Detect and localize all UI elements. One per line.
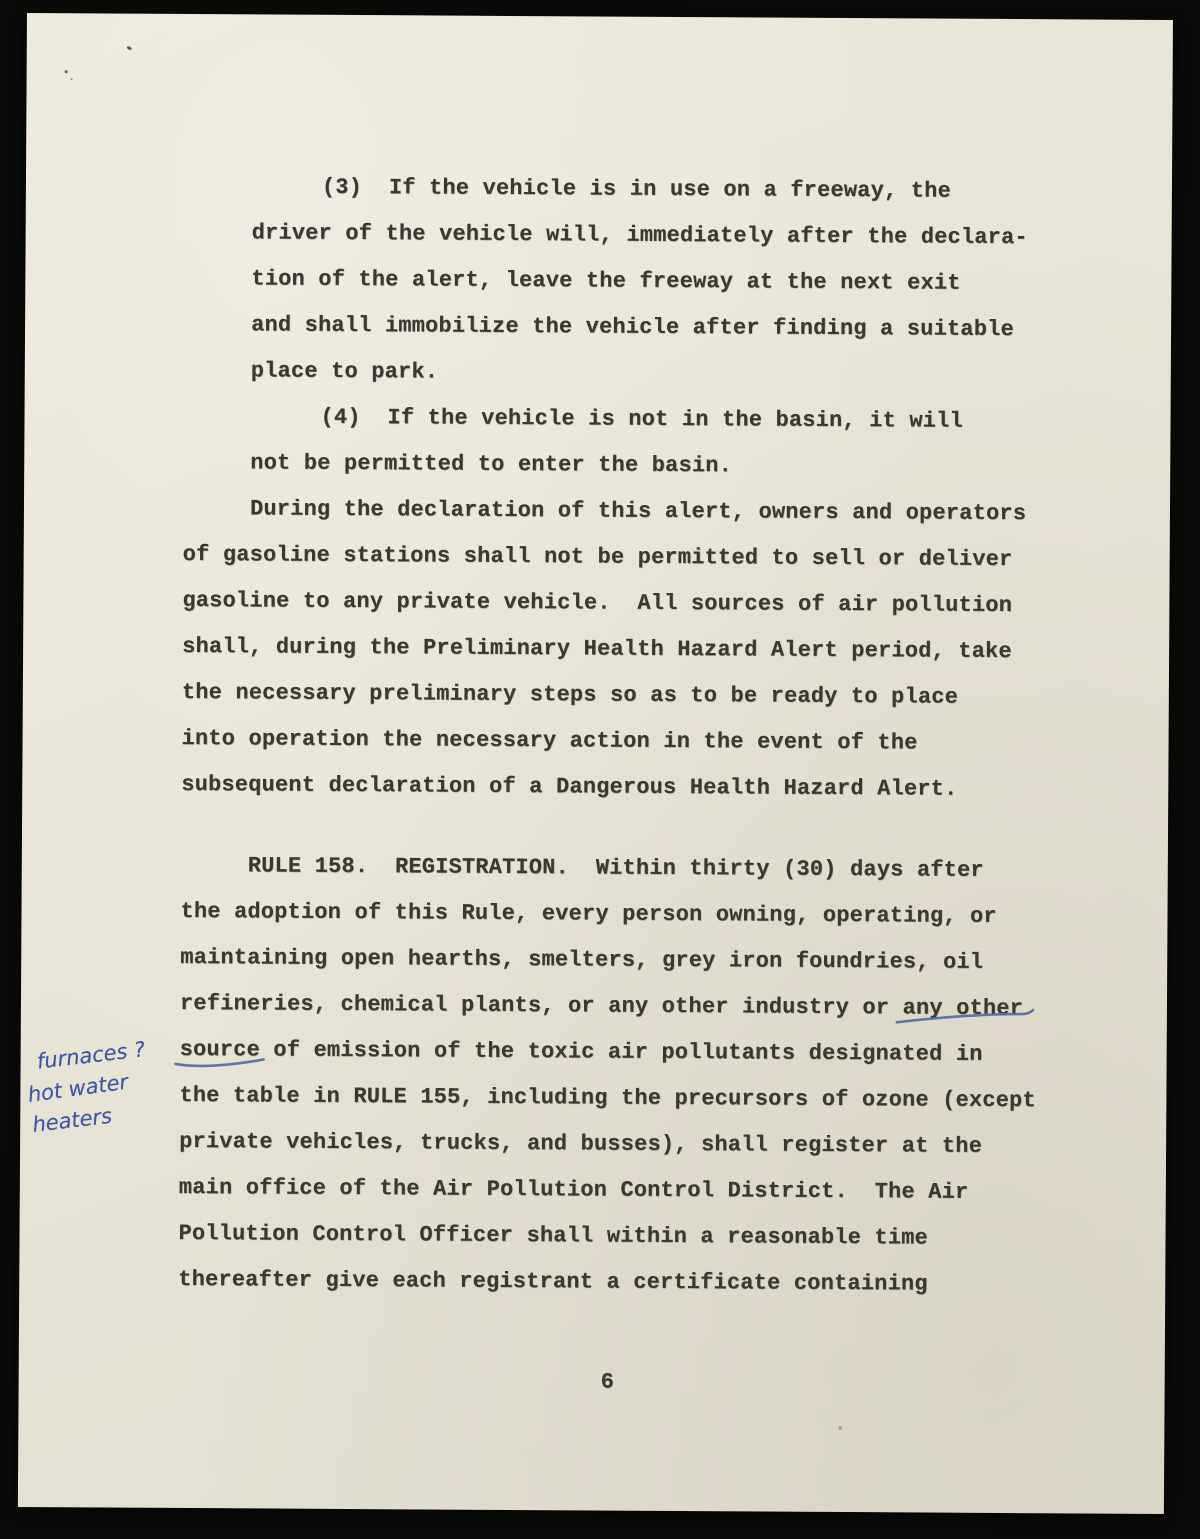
typed-line: driver of the vehicle will, immediately after the declara- — [251, 220, 1028, 251]
ink-speck — [126, 46, 132, 51]
typed-line: and shall immobilize the vehicle after finding a suitable — [251, 312, 1014, 343]
typed-line: shall, during the Preliminary Health Hazard Alert period, take — [182, 633, 1012, 665]
typed-line: thereafter give each registrant a certificate containing — [178, 1266, 928, 1297]
margin-note-line: hot water — [26, 1069, 130, 1107]
typed-line: of gasoline stations shall not be permitted to sell or deliver — [182, 541, 1013, 573]
typed-line: the adoption of this Rule, every person owning, operating, or — [180, 898, 997, 929]
typed-line: into operation the necessary action in the event of the — [181, 725, 918, 756]
typed-line: (3) If the vehicle is in use on a freeway, the — [321, 174, 951, 204]
typed-line: Pollution Control Officer shall within a reasonable time — [178, 1220, 929, 1251]
typed-line: place to park. — [250, 358, 439, 385]
ink-speck — [838, 1426, 842, 1430]
ink-speck — [71, 78, 73, 80]
typed-line: During the declaration of this alert, owners and operators — [249, 496, 1027, 527]
typed-line: (4) If the vehicle is not in the basin, it will — [320, 404, 963, 434]
typed-line: refineries, chemical plants, or any other industry or any other — [179, 990, 1024, 1022]
document-page — [18, 13, 1173, 1514]
typed-line: the necessary preliminary steps so as to be ready to place — [181, 679, 959, 710]
typed-line: source of emission of the toxic air pollutants designated in — [179, 1036, 983, 1067]
typed-line: tion of the alert, leave the freeway at the next exit — [251, 266, 961, 296]
ink-speck — [65, 70, 68, 73]
typed-line: main office of the Air Pollution Control District. The Air — [178, 1174, 969, 1205]
typed-line: the table in RULE 155, including the precursors of ozone (except — [179, 1082, 1036, 1114]
margin-note-line: furnaces ? — [35, 1037, 147, 1074]
typed-line: subsequent declaration of a Dangerous Health Hazard Alert. — [181, 771, 958, 802]
typed-line: not be permitted to enter the basin. — [250, 450, 733, 479]
typed-line: gasoline to any private vehicle. All sources of air pollution — [182, 587, 1013, 619]
typed-line: private vehicles, trucks, and busses), shall register at the — [179, 1128, 983, 1159]
page-number: 6 — [600, 1369, 614, 1395]
typed-line: RULE 158. REGISTRATION. Within thirty (30) days after — [247, 853, 984, 883]
margin-note-line: heaters — [31, 1103, 114, 1137]
typed-text-block — [19, 163, 1172, 1309]
typed-line: maintaining open hearths, smelters, grey iron foundries, oil — [180, 944, 984, 975]
